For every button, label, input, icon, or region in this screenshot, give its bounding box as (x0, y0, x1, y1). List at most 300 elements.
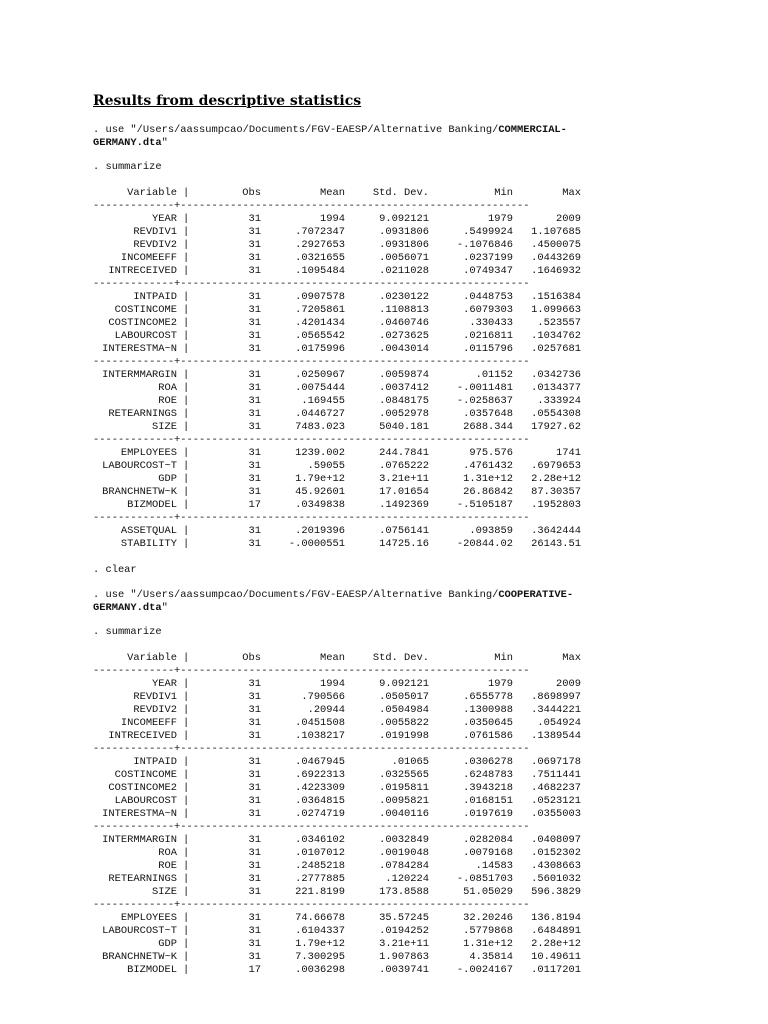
variable-name: GDP (158, 473, 177, 485)
min-value: .0168151 (463, 795, 513, 807)
table-separator: -------------+-------------------------------------------------------- (93, 356, 530, 368)
min-value: 1979 (488, 213, 513, 225)
max-value: .0443269 (531, 252, 581, 264)
header-max: Max (562, 187, 581, 199)
header-max: Max (562, 652, 581, 664)
variable-name: SIZE (152, 421, 177, 433)
obs-value: 31 (248, 795, 261, 807)
row-divider: | (183, 486, 190, 498)
variable-name: YEAR (152, 678, 177, 690)
row-divider: | (183, 964, 190, 976)
row-divider: | (183, 265, 190, 277)
obs-value: 31 (248, 382, 261, 394)
variable-name: BRANCHNETW~K (102, 951, 177, 963)
table-row (93, 408, 593, 421)
obs-value: 31 (248, 808, 261, 820)
dataset-name-cont: GERMANY.dta (93, 137, 162, 149)
max-value: .0523121 (531, 795, 581, 807)
min-value: 32.20246 (463, 912, 513, 924)
max-value: .1034762 (531, 330, 581, 342)
variable-name: INTPAID (133, 756, 177, 768)
max-value: .0408097 (531, 834, 581, 846)
variable-name: COSTINCOME2 (108, 782, 177, 794)
sd-value: .0191998 (379, 730, 429, 742)
sd-value: .0756141 (379, 525, 429, 537)
table-separator: -------------+-------------------------------------------------------- (93, 434, 530, 446)
max-value: 596.3829 (531, 886, 581, 898)
variable-name: INCOMEEFF (120, 717, 177, 729)
obs-value: 31 (248, 886, 261, 898)
obs-value: 31 (248, 395, 261, 407)
mean-value: .4201434 (295, 317, 345, 329)
max-value: .4308663 (531, 860, 581, 872)
min-value: .0216811 (463, 330, 513, 342)
row-divider: | (183, 304, 190, 316)
variable-name: COSTINCOME (114, 769, 177, 781)
min-value: .4761432 (463, 460, 513, 472)
variable-name: ROA (158, 847, 177, 859)
row-divider: | (183, 678, 190, 690)
use-command (93, 124, 567, 150)
table-row (93, 317, 593, 330)
variable-name: LABOURCOST~T (102, 460, 177, 472)
variable-name: REVDIV1 (133, 226, 177, 238)
row-divider: | (183, 691, 190, 703)
max-value: .4682237 (531, 782, 581, 794)
mean-value: .1038217 (295, 730, 345, 742)
table-row (93, 938, 593, 951)
min-value: .0115796 (463, 343, 513, 355)
row-divider: | (183, 473, 190, 485)
table-separator: -------------+-------------------------------------------------------- (93, 743, 530, 755)
max-value: .7511441 (531, 769, 581, 781)
variable-name: INTPAID (133, 291, 177, 303)
row-divider: | (183, 525, 190, 537)
min-value: .6079303 (463, 304, 513, 316)
max-value: 2009 (556, 678, 581, 690)
sd-value: 17.01654 (379, 486, 429, 498)
row-divider: | (183, 951, 190, 963)
header-min: Min (494, 652, 513, 664)
mean-value: .2019396 (295, 525, 345, 537)
obs-value: 31 (248, 213, 261, 225)
max-value: 17927.62 (531, 421, 581, 433)
variable-name: LABOURCOST (114, 330, 177, 342)
header-variable: Variable (127, 187, 177, 199)
sd-value: .0032849 (379, 834, 429, 846)
max-value: .0134377 (531, 382, 581, 394)
table-row (93, 860, 593, 873)
header-mean: Mean (320, 187, 345, 199)
mean-value: .0565542 (295, 330, 345, 342)
table-row (93, 769, 593, 782)
max-value: .4500075 (531, 239, 581, 251)
summary-table (93, 187, 593, 551)
obs-value: 31 (248, 834, 261, 846)
dataset-name-cont: GERMANY.dta (93, 602, 162, 614)
dataset-name: COOPERATIVE- (498, 589, 574, 601)
mean-value: 1994 (320, 678, 345, 690)
max-value: .5601032 (531, 873, 581, 885)
table-row (93, 756, 593, 769)
use-path-close: " (161, 602, 168, 614)
variable-name: SIZE (152, 886, 177, 898)
table-row (93, 265, 593, 278)
variable-name: LABOURCOST (114, 795, 177, 807)
mean-value: .2777885 (295, 873, 345, 885)
mean-value: .6104337 (295, 925, 345, 937)
obs-value: 31 (248, 756, 261, 768)
variable-name: BIZMODEL (127, 964, 177, 976)
table-row (93, 782, 593, 795)
row-divider: | (183, 769, 190, 781)
min-value: .5779868 (463, 925, 513, 937)
table-row (93, 847, 593, 860)
variable-name: COSTINCOME (114, 304, 177, 316)
row-divider: | (183, 808, 190, 820)
mean-value: .0349838 (295, 499, 345, 511)
mean-value: .0107012 (295, 847, 345, 859)
max-value: .3642444 (531, 525, 581, 537)
row-divider: | (183, 834, 190, 846)
mean-value: .0250967 (295, 369, 345, 381)
table-row (93, 291, 593, 304)
row-divider: | (183, 408, 190, 420)
table-row (93, 912, 593, 925)
variable-name: INTERESTMA~N (102, 343, 177, 355)
table-row (93, 730, 593, 743)
header-divider: | (183, 187, 190, 199)
obs-value: 31 (248, 691, 261, 703)
table-row (93, 808, 593, 821)
max-value: .333924 (537, 395, 581, 407)
min-value: .6248783 (463, 769, 513, 781)
max-value: .1646932 (531, 265, 581, 277)
sd-value: .0784284 (379, 860, 429, 872)
mean-value: .0467945 (295, 756, 345, 768)
sd-value: .0095821 (379, 795, 429, 807)
summarize-command: . summarize (93, 626, 162, 638)
max-value: 1.099663 (531, 304, 581, 316)
table-row (93, 486, 593, 499)
mean-value: .790566 (301, 691, 345, 703)
sd-value: .0055822 (379, 717, 429, 729)
row-divider: | (183, 795, 190, 807)
max-value: 26143.51 (531, 538, 581, 550)
obs-value: 31 (248, 717, 261, 729)
min-value: -.0258637 (456, 395, 513, 407)
min-value: .0357648 (463, 408, 513, 420)
row-divider: | (183, 317, 190, 329)
min-value: .01152 (475, 369, 513, 381)
table-separator: -------------+-------------------------------------------------------- (93, 899, 530, 911)
variable-name: ROA (158, 382, 177, 394)
summary-table (93, 652, 593, 977)
obs-value: 31 (248, 226, 261, 238)
sd-value: 14725.16 (379, 538, 429, 550)
table-row (93, 473, 593, 486)
min-value: .093859 (469, 525, 513, 537)
mean-value: .0451508 (295, 717, 345, 729)
mean-value: .0321655 (295, 252, 345, 264)
row-divider: | (183, 912, 190, 924)
min-value: -.5105187 (456, 499, 513, 511)
table-row (93, 499, 593, 512)
variable-name: ROE (158, 860, 177, 872)
max-value: .1516384 (531, 291, 581, 303)
row-divider: | (183, 330, 190, 342)
clear-command: . clear (93, 564, 137, 576)
min-value: .3943218 (463, 782, 513, 794)
min-value: .0079168 (463, 847, 513, 859)
obs-value: 31 (248, 252, 261, 264)
mean-value: .0364815 (295, 795, 345, 807)
max-value: .8698997 (531, 691, 581, 703)
max-value: 1.107685 (531, 226, 581, 238)
obs-value: 31 (248, 447, 261, 459)
min-value: 4.35814 (469, 951, 513, 963)
max-value: 2009 (556, 213, 581, 225)
sd-value: .0931806 (379, 226, 429, 238)
mean-value: .0907578 (295, 291, 345, 303)
obs-value: 31 (248, 925, 261, 937)
sd-value: 173.8588 (379, 886, 429, 898)
mean-value: -.0000551 (288, 538, 345, 550)
header-min: Min (494, 187, 513, 199)
obs-value: 31 (248, 486, 261, 498)
table-row (93, 964, 593, 977)
min-value: 1.31e+12 (463, 938, 513, 950)
table-row (93, 252, 593, 265)
table-row (93, 704, 593, 717)
mean-value: 7483.023 (295, 421, 345, 433)
sd-value: 244.7841 (379, 447, 429, 459)
sd-value: .0765222 (379, 460, 429, 472)
max-value: 136.8194 (531, 912, 581, 924)
row-divider: | (183, 717, 190, 729)
sd-value: .0195811 (379, 782, 429, 794)
table-row (93, 239, 593, 252)
min-value: .6555778 (463, 691, 513, 703)
obs-value: 31 (248, 912, 261, 924)
row-divider: | (183, 291, 190, 303)
sd-value: .1108813 (379, 304, 429, 316)
obs-value: 31 (248, 460, 261, 472)
sd-value: 9.092121 (379, 678, 429, 690)
table-row (93, 226, 593, 239)
row-divider: | (183, 860, 190, 872)
variable-name: RETEARNINGS (108, 873, 177, 885)
table-row (93, 330, 593, 343)
row-divider: | (183, 886, 190, 898)
obs-value: 31 (248, 265, 261, 277)
mean-value: .1095484 (295, 265, 345, 277)
obs-value: 31 (248, 847, 261, 859)
table-row (93, 717, 593, 730)
min-value: .0350645 (463, 717, 513, 729)
min-value: 2688.344 (463, 421, 513, 433)
max-value: 87.30357 (531, 486, 581, 498)
obs-value: 31 (248, 304, 261, 316)
obs-value: 31 (248, 730, 261, 742)
header-divider: | (183, 652, 190, 664)
max-value: .0342736 (531, 369, 581, 381)
row-divider: | (183, 213, 190, 225)
row-divider: | (183, 499, 190, 511)
table-header (93, 187, 593, 200)
row-divider: | (183, 447, 190, 459)
row-divider: | (183, 938, 190, 950)
variable-name: INTERMMARGIN (102, 369, 177, 381)
row-divider: | (183, 252, 190, 264)
mean-value: .0274719 (295, 808, 345, 820)
sd-value: .0052978 (379, 408, 429, 420)
table-row (93, 525, 593, 538)
mean-value: .7072347 (295, 226, 345, 238)
header-obs: Obs (242, 187, 261, 199)
dataset-name: COMMERCIAL- (498, 124, 567, 136)
variable-name: REVDIV1 (133, 691, 177, 703)
max-value: .0257681 (531, 343, 581, 355)
min-value: 975.576 (469, 447, 513, 459)
obs-value: 31 (248, 860, 261, 872)
header-sd: Std. Dev. (372, 652, 429, 664)
variable-name: INTERMMARGIN (102, 834, 177, 846)
sd-value: .0039741 (379, 964, 429, 976)
table-row (93, 343, 593, 356)
max-value: .3444221 (531, 704, 581, 716)
min-value: 51.05029 (463, 886, 513, 898)
mean-value: .4223309 (295, 782, 345, 794)
sd-value: .0194252 (379, 925, 429, 937)
table-row (93, 213, 593, 226)
table-row (93, 421, 593, 434)
max-value: 1741 (556, 447, 581, 459)
mean-value: .2485218 (295, 860, 345, 872)
variable-name: EMPLOYEES (120, 912, 177, 924)
row-divider: | (183, 704, 190, 716)
row-divider: | (183, 239, 190, 251)
obs-value: 31 (248, 473, 261, 485)
variable-name: ROE (158, 395, 177, 407)
sd-value: 3.21e+11 (379, 473, 429, 485)
obs-value: 31 (248, 239, 261, 251)
mean-value: .20944 (307, 704, 345, 716)
obs-value: 31 (248, 873, 261, 885)
row-divider: | (183, 382, 190, 394)
variable-name: BIZMODEL (127, 499, 177, 511)
use-path-text: . use "/Users/aassumpcao/Documents/FGV-EAESP/Alternative Banking/ (93, 589, 499, 601)
mean-value: 1.79e+12 (295, 473, 345, 485)
table-row (93, 678, 593, 691)
obs-value: 17 (248, 499, 261, 511)
use-path-text: . use "/Users/aassumpcao/Documents/FGV-EAESP/Alternative Banking/ (93, 124, 499, 136)
obs-value: 31 (248, 317, 261, 329)
obs-value: 31 (248, 330, 261, 342)
max-value: .6484891 (531, 925, 581, 937)
table-header (93, 652, 593, 665)
mean-value: 45.92601 (295, 486, 345, 498)
row-divider: | (183, 782, 190, 794)
mean-value: 74.66678 (295, 912, 345, 924)
obs-value: 31 (248, 369, 261, 381)
variable-name: INTERESTMA~N (102, 808, 177, 820)
variable-name: INCOMEEFF (120, 252, 177, 264)
min-value: 26.86842 (463, 486, 513, 498)
sd-value: 3.21e+11 (379, 938, 429, 950)
row-divider: | (183, 847, 190, 859)
sd-value: .0056071 (379, 252, 429, 264)
row-divider: | (183, 756, 190, 768)
sd-value: .01065 (391, 756, 429, 768)
obs-value: 31 (248, 343, 261, 355)
table-row (93, 951, 593, 964)
row-divider: | (183, 395, 190, 407)
sd-value: .0211028 (379, 265, 429, 277)
min-value: .0197619 (463, 808, 513, 820)
obs-value: 31 (248, 538, 261, 550)
variable-name: ASSETQUAL (120, 525, 177, 537)
sd-value: .0325565 (379, 769, 429, 781)
row-divider: | (183, 343, 190, 355)
table-row (93, 369, 593, 382)
mean-value: .0036298 (295, 964, 345, 976)
summarize-command: . summarize (93, 161, 162, 173)
sd-value: .0504984 (379, 704, 429, 716)
sd-value: .120224 (385, 873, 429, 885)
obs-value: 31 (248, 525, 261, 537)
sd-value: 9.092121 (379, 213, 429, 225)
header-sd: Std. Dev. (372, 187, 429, 199)
row-divider: | (183, 369, 190, 381)
obs-value: 31 (248, 678, 261, 690)
table-row (93, 886, 593, 899)
table-separator: -------------+-------------------------------------------------------- (93, 665, 530, 677)
max-value: 10.49611 (531, 951, 581, 963)
max-value: .0152302 (531, 847, 581, 859)
mean-value: 1994 (320, 213, 345, 225)
variable-name: COSTINCOME2 (108, 317, 177, 329)
sd-value: .0019048 (379, 847, 429, 859)
sd-value: .0043014 (379, 343, 429, 355)
mean-value: .6922313 (295, 769, 345, 781)
variable-name: YEAR (152, 213, 177, 225)
variable-name: STABILITY (120, 538, 177, 550)
mean-value: .59055 (307, 460, 345, 472)
min-value: -.0024167 (456, 964, 513, 976)
obs-value: 17 (248, 964, 261, 976)
min-value: .330433 (469, 317, 513, 329)
obs-value: 31 (248, 421, 261, 433)
obs-value: 31 (248, 291, 261, 303)
mean-value: .7205861 (295, 304, 345, 316)
variable-name: GDP (158, 938, 177, 950)
min-value: -.1076846 (456, 239, 513, 251)
min-value: .5499924 (463, 226, 513, 238)
table-row (93, 834, 593, 847)
obs-value: 31 (248, 408, 261, 420)
row-divider: | (183, 460, 190, 472)
table-row (93, 460, 593, 473)
variable-name: INTRECEIVED (108, 265, 177, 277)
row-divider: | (183, 730, 190, 742)
table-row (93, 395, 593, 408)
mean-value: .2927653 (295, 239, 345, 251)
sd-value: .0037412 (379, 382, 429, 394)
obs-value: 31 (248, 951, 261, 963)
table-separator: -------------+-------------------------------------------------------- (93, 821, 530, 833)
min-value: -.0851703 (456, 873, 513, 885)
